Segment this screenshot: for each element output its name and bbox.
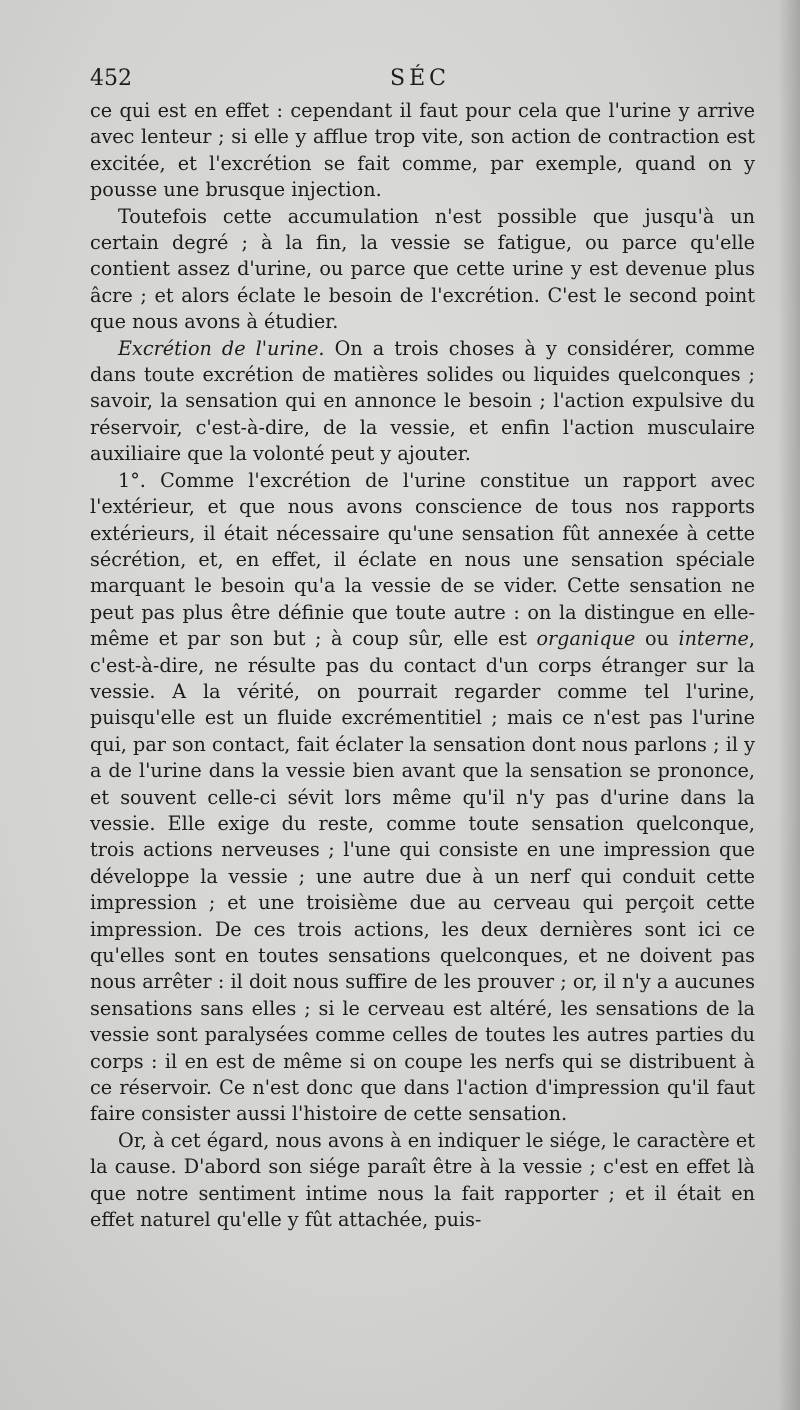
paragraph-sensation-text-c: , c'est-à-dire, ne résulte pas du contact d'un corps étranger sur la vessie. A la vérité, on pourrait regarder comme tel l'urine, puisqu'elle est un fluide excrémentitiel ; mais ce n'est pas l'urine qui, par son contact, fait éclater la sensation dont nous parlons ; il y a de l'urine dans la vessie bien avant que la sensation se prononce, et souvent celle-ci sévit lors même qu'il n'y pas d'urine dans la vessie. Elle exige du reste, comme toute sensation quelconque, trois actions nerveuses ; l'une qui consiste en une impression que développe la vessie ; une autre due à un nerf qui conduit cette impression ; et une troisième due au cerveau qui perçoit cette impression. De ces trois actions, les deux dernières sont ici ce qu'elles sont en toutes sensations quelconques, et ne doivent pas nous arrêter : il doit nous suffire de les prouver ; or, il n'y a aucunes sensations sans elles ; si le cerveau est altéré, les sensations de la vessie sont paralysées comme celles de toutes les autres parties du corps : il en est de même si on coupe les nerfs qui se distribuent à ce réservoir. Ce n'est donc que dans l'action d'impression qu'il faut faire consister aussi l'histoire de cette sensation.	[90, 627, 755, 1126]
page-number: 452	[90, 66, 132, 91]
paragraph-sensation	[90, 468, 755, 1128]
section-heading-excretion: Excrétion de l'urine.	[118, 336, 325, 360]
page-edge-shadow	[778, 0, 800, 1410]
paragraph-siege: Or, à cet égard, nous avons à en indiquer le siége, le caractère et la cause. D'abord son siége paraît être à la vessie ; c'est en effet là que notre sentiment intime nous la fait rapporter ; et il était en effet naturel qu'elle y fût attachée, puis-	[90, 1128, 755, 1232]
paragraph-excretion-text: On a trois choses à y considérer, comme dans toute excrétion de matières solides ou liquides quelconques ; savoir, la sensation qui en annonce le besoin ; l'action expulsive du réservoir, c'est-à-dire, de la vessie, et enfin l'action musculaire auxiliaire que la volonté peut y ajouter.	[90, 336, 755, 466]
paragraph-sensation-text-b: ou	[635, 627, 679, 651]
paragraph-continuation: ce qui est en effet : cependant il faut pour cela que l'urine y arrive avec lenteur ; si elle y afflue trop vite, son action de contraction est excitée, et l'excrétion se fait comme, par exemple, quand on y pousse une brusque injection.	[90, 99, 755, 202]
paragraph-sensation-text-a: 1°. Comme l'excrétion de l'urine constitue un rapport avec l'extérieur, et que nous avons conscience de tous nos rapports extérieurs, il était nécessaire qu'une sensation fût annexée à cette sécrétion, et, en effet, il éclate en nous une sensation spéciale marquant le besoin qu'a la vessie de se vider. Cette sensation ne peut pas plus être définie que toute autre : on la distingue en elle-même et par son but ; à coup sûr, elle est	[90, 468, 755, 651]
term-interne: interne	[678, 627, 749, 651]
paragraph-excretion	[90, 336, 755, 468]
paragraph-accumulation: Toutefois cette accumulation n'est possible que jusqu'à un certain degré ; à la fin, la vessie se fatigue, ou parce qu'elle contient assez d'urine, ou parce que cette urine y est devenue plus âcre ; et alors éclate le besoin de l'excrétion. C'est le second point que nous avons à étudier.	[90, 204, 755, 334]
term-organique: organique	[536, 627, 636, 651]
page-header	[90, 66, 750, 100]
running-title: SÉC	[390, 66, 450, 91]
body-text	[90, 98, 755, 1233]
